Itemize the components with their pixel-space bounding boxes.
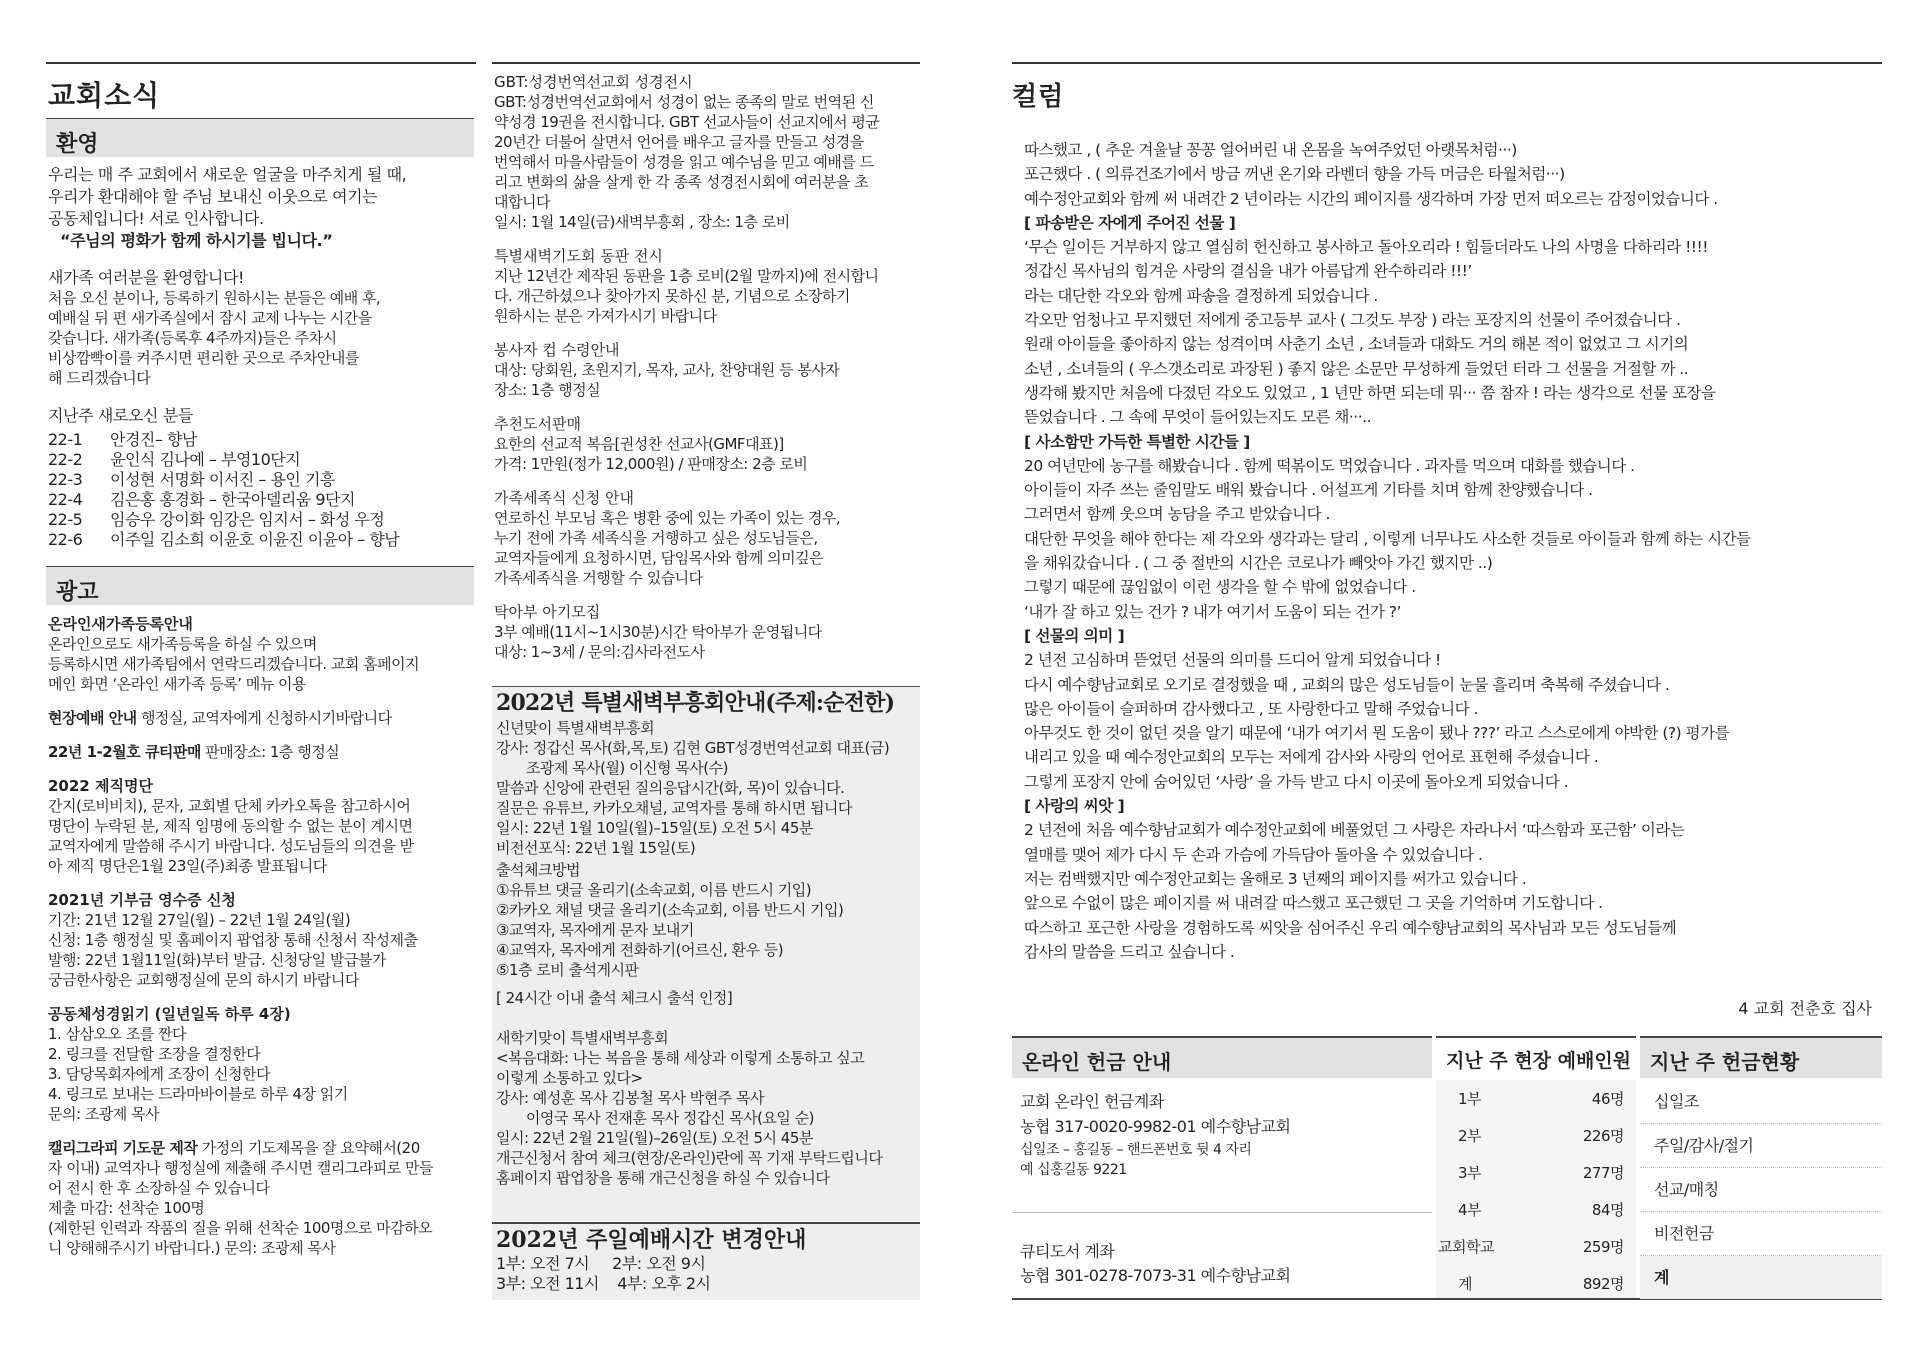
attend-line: ③교역자, 목자에게 문자 보내기	[496, 921, 694, 939]
column-line: 예수정안교회와 함께 써 내려간 2 년이라는 시간의 페이지를 생각하며 가장 먼저 떠오르는 감정이었습니다 .	[1024, 189, 1718, 208]
welcome-header-bar	[46, 118, 474, 157]
column-line: 많은 아이들이 슬퍼하며 감사했다고 , 또 사랑한다고 말해 주었습니다 .	[1024, 699, 1478, 718]
notice-line: 20년간 더불어 살면서 언어를 배우고 글자를 만들고 성경을	[494, 133, 864, 151]
offering-row	[1640, 1212, 1882, 1256]
offering-status-header-bar	[1640, 1036, 1882, 1078]
offering-label: 계	[1654, 1267, 1669, 1287]
notice-volunteer-cup	[494, 340, 918, 400]
lastweek-no: 22-1	[48, 430, 83, 449]
notice-line: 리고 변화의 삶을 살게 한 각 종족 성경전시회에 여러분을 초	[494, 173, 869, 191]
revival-line: 홈페이지 팝업창을 통해 개근신청을 하실 수 있습니다	[496, 1169, 830, 1187]
ad-title: 공동체성경읽기 (일년일독 하루 4장)	[48, 1005, 291, 1023]
notice-line: GBT:성경번역선교회에서 성경이 없는 종족의 말로 번역된 신	[494, 93, 874, 111]
attendance-value: 892명	[1582, 1274, 1624, 1293]
welcome-line: 우리가 환대해야 할 주님 보내신 이웃으로 여기는	[48, 187, 378, 206]
revival-line: 말씀과 신앙에 관련된 질의응답시간(화, 목)이 있습니다.	[496, 779, 845, 797]
attendance-row	[1436, 1191, 1636, 1228]
ad-item-qt-sale	[48, 742, 478, 762]
attendance-key: 계	[1458, 1274, 1472, 1293]
ad-line: 명단이 누락된 분, 제직 임명에 동의할 수 없는 분이 계시면	[48, 817, 413, 835]
welcome-intro	[48, 164, 406, 252]
lastweek-row	[48, 450, 399, 470]
column-line: 그렇게 포장지 안에 숨어있던 ‘사랑’ 을 가득 받고 다시 이곳에 돌아오게 되었습니다 .	[1024, 772, 1569, 791]
revival-sub: 새학기맞이 특별새벽부흥회	[496, 1029, 669, 1047]
offering-status-list	[1640, 1080, 1882, 1299]
column-subheading: [ 사소함만 가득한 특별한 시간들 ]	[1024, 432, 1250, 451]
column-line: 아이들이 자주 쓰는 줄임말도 배워 봤습니다 . 어설프게 기타를 치며 함께 찬양했습니다 .	[1024, 481, 1593, 500]
notice-title: GBT:성경번역선교회 성경전시	[494, 73, 693, 91]
service-time-heading: 2022년 주일예배시간 변경안내	[496, 1227, 807, 1253]
lastweek-names: 안경진– 향남	[110, 430, 197, 449]
section-heading-column: 컬럼	[1012, 82, 1065, 112]
notice-line: 번역해서 마을사람들이 성경을 읽고 예수님을 믿고 예배를 드	[494, 153, 874, 171]
account-note: 예 십홍길동 9221	[1020, 1162, 1127, 1178]
attendance-value: 277명	[1582, 1163, 1624, 1182]
ad-item-online-registration	[48, 614, 478, 694]
newcomer-title: 새가족 여러분을 환영합니다!	[48, 268, 245, 287]
attendance-value: 84명	[1591, 1200, 1624, 1219]
attendance-value: 226명	[1582, 1126, 1624, 1145]
ad-line: 문의: 조광제 목사	[48, 1105, 160, 1123]
notice-line: 대상: 1~3세 / 문의:김사라전도사	[494, 643, 705, 661]
attendance-key: 2부	[1458, 1126, 1482, 1145]
attend-line: ②카카오 채널 댓글 올리기(소속교회, 이름 반드시 기입)	[496, 901, 844, 919]
column-line: 다시 예수향남교회로 오기로 결정했을 때 , 교회의 많은 성도님들이 눈물 흘리며 축복해 주셨습니다 .	[1024, 675, 1670, 694]
notice-line: 일시: 1월 14일(금)새벽부흥회 , 장소: 1층 로비	[494, 213, 790, 231]
lastweek-row	[48, 430, 399, 450]
column-line: 저는 컴백했지만 예수정안교회는 올해로 3 년째의 페이지를 써가고 있습니다 .	[1024, 869, 1527, 888]
column-line: 따스했고 , ( 추운 겨울날 꽁꽁 얼어버린 내 온몸을 녹여주었던 아랫목처럼···)	[1024, 141, 1517, 159]
qt-account	[1020, 1240, 1290, 1288]
middle-notices	[494, 72, 918, 662]
attendance-table	[1436, 1080, 1636, 1298]
ad-line: (제한된 인력과 작품의 질을 위해 선착순 100명으로 마감하오	[48, 1219, 433, 1237]
column-subheading: [ 사랑의 씨앗 ]	[1024, 797, 1125, 816]
account-note: 십일조 – 홍길동 – 핸드폰번호 뒷 4 자리	[1020, 1142, 1252, 1158]
column-line: 각오만 엄청나고 무지했던 저에게 중고등부 교사 ( 그것도 부장 ) 라는 포장지의 선물이 주어졌습니다 .	[1024, 311, 1681, 330]
column-line: 생각해 봤지만 처음에 다졌던 각오도 있었고 , 1 년만 하면 되는데 뭐··· 쯤 참자 ! 라는 생각으로 선물 포장을	[1024, 383, 1716, 402]
ad-line: 기간: 21년 12월 27일(월) – 22년 1월 24일(월)	[48, 911, 351, 929]
attendance-key: 3부	[1458, 1163, 1482, 1182]
qt-number: 농협 301-0278-7073-31 예수향남교회	[1020, 1266, 1291, 1285]
column-author: 4 교회 전춘호 집사	[1738, 999, 1872, 1018]
column-line: 을 채워갔습니다 . ( 그 중 절반의 시간은 코로나가 빼앗아 가긴 했지만 ..)	[1024, 554, 1493, 573]
online-offering-body	[1020, 1090, 1290, 1180]
qt-title: 큐티도서 계좌	[1020, 1242, 1115, 1261]
ad-line: 궁금한사항은 교회행정실에 문의 하시기 바랍니다	[48, 971, 359, 989]
revival-line: 일시: 22년 1월 10일(월)–15일(토) 오전 5시 45분	[496, 819, 813, 837]
attendance-row	[1436, 1117, 1636, 1154]
offering-divider	[1012, 1212, 1432, 1213]
column-line: 열매를 맺어 제가 다시 두 손과 가슴에 가득담아 돌아올 수 있었습니다 .	[1024, 845, 1483, 864]
attendance-header-bar	[1436, 1036, 1636, 1078]
attend-note: [ 24시간 이내 출석 체크시 출석 인정]	[496, 989, 733, 1007]
ad-line: 2. 링크를 전달할 조장을 결정한다	[48, 1045, 261, 1063]
lastweek-row	[48, 530, 399, 550]
attendance-key: 교회학교	[1438, 1237, 1494, 1256]
offering-label: 주일/감사/절기	[1654, 1135, 1754, 1155]
notice-nursery	[494, 602, 918, 662]
column-line: 20 여년만에 농구를 해봤습니다 . 함께 떡볶이도 먹었습니다 . 과자를 먹으며 대화를 했습니다 .	[1024, 456, 1635, 475]
notice-title: 탁아부 아기모집	[494, 603, 601, 621]
ad-line: 1. 삼삼오오 조를 짠다	[48, 1025, 187, 1043]
notice-family-footwashing	[494, 488, 918, 588]
ad-title: 온라인새가족등록안내	[48, 615, 193, 633]
column-subheading: [ 선물의 의미 ]	[1024, 626, 1125, 645]
ad-title: 캘리그라피 기도문 제작	[48, 1139, 198, 1157]
attendance-row	[1436, 1080, 1636, 1117]
welcome-header: 환영	[56, 132, 99, 157]
service-time-row: 3부: 오전 11시 4부: 오후 2시	[496, 1274, 711, 1293]
welcome-blessing: “주님의 평화가 함께 하시기를 빕니다.”	[60, 231, 333, 250]
column-body	[1024, 138, 1874, 964]
ad-line: 교역자에게 말씀해 주시기 바랍니다. 성도님들의 의견을 받	[48, 837, 414, 855]
ad-title: 22년 1-2월호 큐티판매	[48, 743, 201, 761]
column-line: 그렇기 때문에 끊임없이 이런 생각을 할 수 밖에 없었습니다 .	[1024, 578, 1416, 597]
column-line: 소년 , 소녀들의 ( 우스갯소리로 과장된 ) 좋지 않은 소문만 무성하게 들었던 터라 그 선물을 거절할 까 ..	[1024, 359, 1689, 378]
notice-line: 다. 개근하셨으나 찾아가지 못하신 분, 기념으로 소장하기	[494, 287, 850, 305]
column-line: 앞으로 수없이 많은 페이지를 써 내려갈 따스했고 포근했던 그 곳을 기억하며 기도합니다 .	[1024, 894, 1603, 913]
offering-status-header: 지난 주 헌금현황	[1650, 1050, 1800, 1074]
column-subheading: [ 파송받은 자에게 주어진 선물 ]	[1024, 213, 1236, 232]
ad-inline: 행정실, 교역자에게 신청하시기바랍니다	[136, 709, 392, 727]
notice-line: 지난 12년간 제작된 동판을 1층 로비(2월 말까지)에 전시합니	[494, 267, 879, 285]
notice-book-sale	[494, 414, 918, 474]
lastweek-names: 임승우 강이화 임강은 임지서 – 화성 우정	[110, 510, 385, 529]
newcomer-line: 처음 오신 분이나, 등록하기 원하시는 분들은 예배 후,	[48, 289, 381, 307]
offering-label: 비전헌금	[1654, 1223, 1714, 1243]
attendance-row	[1436, 1265, 1636, 1302]
ad-line: 간지(로비비치), 문자, 교회별 단체 카카오톡을 참고하시어	[48, 797, 411, 815]
attendance-header: 지난 주 현장 예배인원	[1446, 1050, 1632, 1072]
ad-line: 아 제직 명단은1월 23일(주)최종 발표됩니다	[48, 857, 327, 875]
notice-title: 봉사자 컵 수령안내	[494, 341, 620, 359]
offering-row	[1640, 1124, 1882, 1168]
attendance-value: 46명	[1591, 1089, 1624, 1108]
revival-line: 이렇게 소통하고 있다>	[496, 1069, 643, 1087]
ad-title: 2022 제직명단	[48, 777, 153, 795]
attendance-row	[1436, 1228, 1636, 1265]
ad-line: 니 양해해주시기 바랍니다.) 문의: 조광제 목사	[48, 1239, 336, 1257]
revival-sub: 신년맞이 특별새벽부흥회	[496, 719, 655, 737]
notice-line: 3부 예배(11시~1시30분)시간 탁아부가 운영됩니다	[494, 623, 822, 641]
service-time-row: 1부: 오전 7시 2부: 오전 9시	[496, 1254, 706, 1273]
notice-line: 가족세족식을 거행할 수 있습니다	[494, 569, 703, 587]
ad-line: 등록하시면 새가족팀에서 연락드리겠습니다. 교회 홈페이지	[48, 655, 420, 673]
revival-line: 강사: 예성훈 목사 김봉철 목사 박현주 목사	[496, 1089, 764, 1107]
revival-line: 비전선포식: 22년 1월 15일(토)	[496, 839, 696, 857]
column-line: ‘무슨 일이든 거부하지 않고 열심히 헌신하고 봉사하고 돌아오리라 ! 힘들더라도 나의 사명을 다하리라 !!!!	[1024, 238, 1708, 257]
ads-list	[48, 614, 478, 1258]
online-offering-header: 온라인 헌금 안내	[1022, 1050, 1172, 1074]
newcomer-line: 비상깜빡이를 켜주시면 편리한 곳으로 주차안내를	[48, 349, 359, 367]
notice-line: 장소: 1층 행정실	[494, 381, 601, 399]
attend-line: ①유튜브 댓글 올리기(소속교회, 이름 반드시 기입)	[496, 881, 812, 899]
ad-line: 어 전시 한 후 소장하실 수 있습니다	[48, 1179, 270, 1197]
notice-line: 원하시는 분은 가져가시기 바랍니다	[494, 307, 717, 325]
welcome-line: 우리는 매 주 교회에서 새로운 얼굴을 마주치게 될 때,	[48, 165, 407, 184]
revival-line: <복음대화: 나는 복음을 통해 세상과 이렇게 소통하고 싶고	[496, 1049, 865, 1067]
ad-item-donation-receipt	[48, 890, 478, 990]
column-line: 정갑신 목사님의 힘겨운 사랑의 결심을 내가 아름답게 완수하리라 !!!’	[1024, 262, 1472, 281]
column-line: 따스하고 포근한 사랑을 경험하도록 씨앗을 심어주신 우리 예수향남교회의 목사님과 모든 성도님들께	[1024, 918, 1677, 937]
welcome-line: 공동체입니다! 서로 인사합니다.	[48, 209, 264, 228]
ads-header: 광고	[56, 580, 99, 605]
notice-line: 대합니다	[494, 193, 550, 211]
notice-line: 누기 전에 가족 세족식을 거행하고 싶은 성도님들은,	[494, 529, 818, 547]
ads-header-bar	[46, 566, 474, 605]
column-line: 아무것도 한 것이 없던 것을 알기 때문에 ‘내가 여기서 뭔 도움이 됐나 ???’ 라고 스스로에게 야박한 (?) 평가를	[1024, 724, 1730, 743]
top-rule-middle	[492, 62, 920, 64]
lastweek-names: 윤인식 김나예 – 부영10단지	[110, 450, 301, 469]
column-line: 감사의 말씀을 드리고 싶습니다 .	[1024, 942, 1235, 961]
column-line: ‘내가 잘 하고 있는 건가 ? 내가 여기서 도움이 되는 건가 ?’	[1024, 602, 1401, 621]
notice-line: 요한의 선교적 복음[권성찬 선교사(GMF대표)]	[494, 435, 784, 453]
lastweek-newcomers	[48, 406, 399, 550]
attendance-value: 259명	[1582, 1237, 1624, 1256]
revival-line: 개근신청서 참여 체크(현장/온라인)란에 꼭 기재 부탁드립니다	[496, 1149, 883, 1167]
column-line: 대단한 무엇을 해야 한다는 제 각오와 생각과는 달리 , 이렇게 너무나도 사소한 것들로 아이들과 함께 하는 시간들	[1024, 529, 1751, 548]
lastweek-no: 22-5	[48, 510, 83, 529]
attendance-row	[1436, 1154, 1636, 1191]
account-title: 교회 온라인 헌금계좌	[1020, 1092, 1164, 1111]
revival-line: 이영국 목사 전재훈 목사 정갑신 목사(요일 순)	[496, 1109, 815, 1127]
column-line: 2 년전에 처음 예수향남교회가 예수정안교회에 베풀었던 그 사랑은 자라나서 ‘따스함과 포근함’ 이라는	[1024, 821, 1685, 840]
lastweek-names: 이성현 서명화 이서진 – 용인 기흥	[110, 470, 335, 489]
ad-title: 2021년 기부금 영수증 신청	[48, 891, 236, 909]
lastweek-row	[48, 470, 399, 490]
offering-row-total	[1640, 1256, 1882, 1299]
lastweek-row	[48, 490, 399, 510]
notice-line: 연로하신 부모님 혹은 병환 중에 있는 가족이 있는 경우,	[494, 509, 841, 527]
notice-gbt-exhibit	[494, 72, 918, 232]
lastweek-no: 22-3	[48, 470, 83, 489]
notice-title: 특별새벽기도회 동판 전시	[494, 247, 663, 265]
attendance-key: 4부	[1458, 1200, 1482, 1219]
account-number: 농협 317-0020-9982-01 예수향남교회	[1020, 1117, 1291, 1136]
offering-row	[1640, 1080, 1882, 1124]
column-line: 원래 아이들을 좋아하지 않는 성격이며 사춘기 소년 , 소녀들과 대화도 거의 해본 적이 없었고 그 시기의	[1024, 335, 1689, 354]
notice-title: 추천도서판매	[494, 415, 581, 433]
lastweek-no: 22-4	[48, 490, 83, 509]
ad-item-staff-list	[48, 776, 478, 876]
notice-line: 약성경 19권을 전시합니다. GBT 선교사들이 선교지에서 평균	[494, 113, 880, 131]
ad-line: 발행: 22년 1월11일(화)부터 발급. 신청당일 발급불가	[48, 951, 386, 969]
offering-label: 십일조	[1654, 1091, 1699, 1111]
column-line: 라는 대단한 각오와 함께 파송을 결정하게 되었습니다 .	[1024, 286, 1378, 305]
ad-item-onsite-worship	[48, 708, 478, 728]
column-line: 뜯었습니다 . 그 속에 무엇이 들어있는지도 모른 채···..	[1024, 408, 1372, 427]
revival-line: 질문은 유튜브, 카카오채널, 교역자를 통해 하시면 됩니다	[496, 799, 852, 817]
revival-heading: 2022년 특별새벽부흥회안내(주제:순전한)	[496, 690, 895, 716]
ad-line: 자 이내) 교역자나 행정실에 제출해 주시면 캘리그라피로 만들	[48, 1159, 433, 1177]
offering-row	[1640, 1168, 1882, 1212]
ad-line: 온라인으로도 새가족등록을 하실 수 있으며	[48, 635, 317, 653]
lastweek-names: 이주일 김소희 이윤호 이윤진 이윤아 – 향남	[110, 530, 400, 549]
column-line: 포근했다 . ( 의류건조기에서 방금 꺼낸 온기와 라벤더 향을 가득 머금은 타월처럼···)	[1024, 165, 1565, 184]
column-line: 내리고 있을 때 예수정안교회의 모두는 저에게 감사와 사랑의 언어로 표현해 주셨습니다 .	[1024, 748, 1599, 767]
lastweek-title: 지난주 새로오신 분들	[48, 406, 193, 425]
notice-copper-plate	[494, 246, 918, 326]
revival-line: 일시: 22년 2월 21일(월)–26일(토) 오전 5시 45분	[496, 1129, 813, 1147]
revival-line: 조광제 목사(월) 이신형 목사(수)	[496, 759, 728, 777]
revival-section	[496, 688, 918, 1188]
ad-inline: 판매장소: 1층 행정실	[200, 743, 340, 761]
lastweek-row	[48, 510, 399, 530]
notice-title: 가족세족식 신청 안내	[494, 489, 634, 507]
online-offering-header-bar	[1012, 1036, 1432, 1078]
column-line: 그러면서 함께 웃으며 농담을 주고 받았습니다 .	[1024, 505, 1330, 524]
attendance-key: 1부	[1458, 1089, 1482, 1108]
top-rule-right	[1012, 62, 1882, 64]
ad-line: 3. 담당목회자에게 조장이 신청한다	[48, 1065, 270, 1083]
ad-title: 현장예배 안내	[48, 709, 137, 727]
ad-line: 제출 마감: 선착순 100명	[48, 1199, 205, 1217]
ad-inline: 가정의 기도제목을 잘 요약해서(20	[197, 1139, 420, 1157]
revival-line: 강사: 정갑신 목사(화,목,토) 김현 GBT성경번역선교회 대표(금)	[496, 739, 890, 757]
ad-line: 신청: 1층 행정실 및 홈페이지 팝업창 통해 신청서 작성제출	[48, 931, 418, 949]
lastweek-names: 김은홍 홍경화 – 한국아델리움 9단지	[110, 490, 355, 509]
notice-line: 가격: 1만원(정가 12,000원) / 판매장소: 2층 로비	[494, 455, 808, 473]
ad-item-bible-reading	[48, 1004, 478, 1124]
lastweek-no: 22-6	[48, 530, 83, 549]
lastweek-no: 22-2	[48, 450, 83, 469]
ad-line: 4. 링크로 보내는 드라마바이블로 하루 4장 읽기	[48, 1085, 348, 1103]
notice-line: 대상: 당회원, 초원지기, 목자, 교사, 찬양대원 등 봉사자	[494, 361, 840, 379]
ad-item-calligraphy	[48, 1138, 478, 1258]
newcomer-line: 예배실 뒤 편 새가족실에서 잠시 교제 나누는 시간을	[48, 309, 372, 327]
newcomer-line: 해 드리겠습니다	[48, 369, 151, 387]
column-line: 2 년전 고심하며 뜯었던 선물의 의미를 드디어 알게 되었습니다 !	[1024, 651, 1441, 670]
attend-line: ⑤1층 로비 출석게시판	[496, 961, 639, 979]
section-heading-church-news: 교회소식	[48, 79, 161, 112]
service-time-section	[496, 1226, 806, 1294]
notice-line: 교역자들에게 요청하시면, 담임목사와 함께 의미깊은	[494, 549, 824, 567]
offering-label: 선교/매칭	[1654, 1179, 1719, 1199]
attend-title: 출석체크방법	[496, 861, 580, 879]
attend-line: ④교역자, 목자에게 전화하기(어르신, 환우 등)	[496, 941, 784, 959]
newcomer-line: 갖습니다. 새가족(등록후 4주까지)들은 주차시	[48, 329, 337, 347]
newcomer-welcome	[48, 268, 380, 388]
ad-line: 메인 화면 ‘온라인 새가족 등록’ 메뉴 이용	[48, 675, 306, 693]
top-rule-left	[46, 62, 476, 64]
